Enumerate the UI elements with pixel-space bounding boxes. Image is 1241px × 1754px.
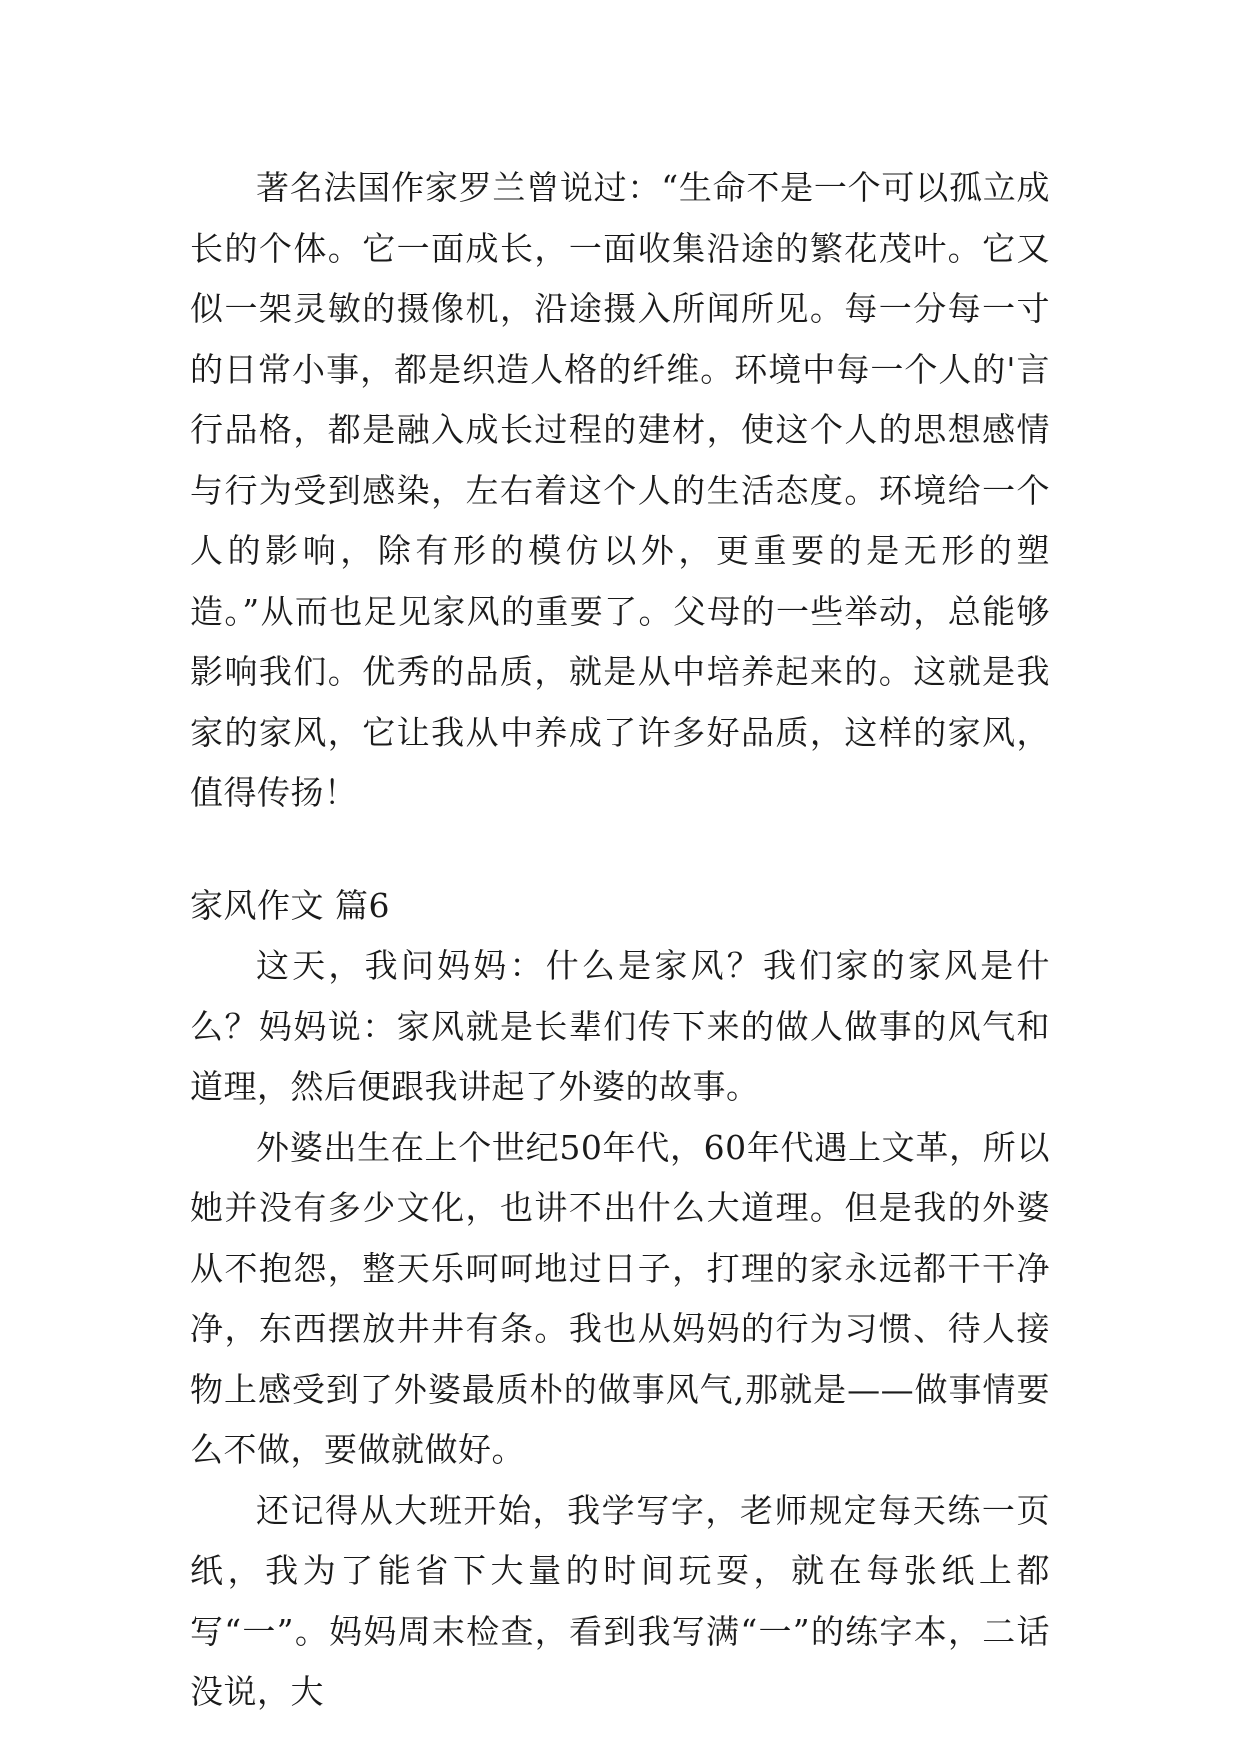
paragraph-quote-rolland: 著名法国作家罗兰曾说过：“生命不是一个可以孤立成长的个体。它一面成长，一面收集沿途的繁花茂叶。它又似一架灵敏的摄像机，沿途摄入所闻所见。每一分每一寸的日常小事，都是织造人格的纤维。环境中每一个人的'言行品格，都是融入成长过程的建材，使这个人的思想感情与行为受到感染，左右着这个人的生活态度。环境给一个人的影响，除有形的模仿以外，更重要的是无形的塑造。”从而也足见家风的重要了。父母的一些举动，总能够影响我们。优秀的品质，就是从中培养起来的。这就是我家的家风，它让我从中养成了许多好品质，这样的家风，值得传扬！ (190, 168, 1050, 812)
paragraph-what-is-family-style: 这天，我问妈妈：什么是家风？我们家的家风是什么？妈妈说：家风就是长辈们传下来的做人做事的风气和道理，然后便跟我讲起了外婆的故事。 (190, 946, 1050, 1106)
section-heading: 家风作文 篇6 (190, 885, 390, 925)
paragraph-writing-practice: 还记得从大班开始，我学写字，老师规定每天练一页纸，我为了能省下大量的时间玩耍，就在每张纸上都写“一”。妈妈周末检查，看到我写满“一”的练字本，二话没说，大 (190, 1490, 1050, 1711)
paragraph-grandmother: 外婆出生在上个世纪50年代，60年代遇上文革，所以她并没有多少文化，也讲不出什么大道理。但是我的外婆从不抱怨，整天乐呵呵地过日子，打理的家永远都干干净净，东西摆放井井有条。我也从妈妈的行为习惯、待人接物上感受到了外婆最质朴的做事风气,那就是——做事情要么不做，要做就做好。 (190, 1127, 1050, 1469)
document-body (190, 158, 1050, 1723)
